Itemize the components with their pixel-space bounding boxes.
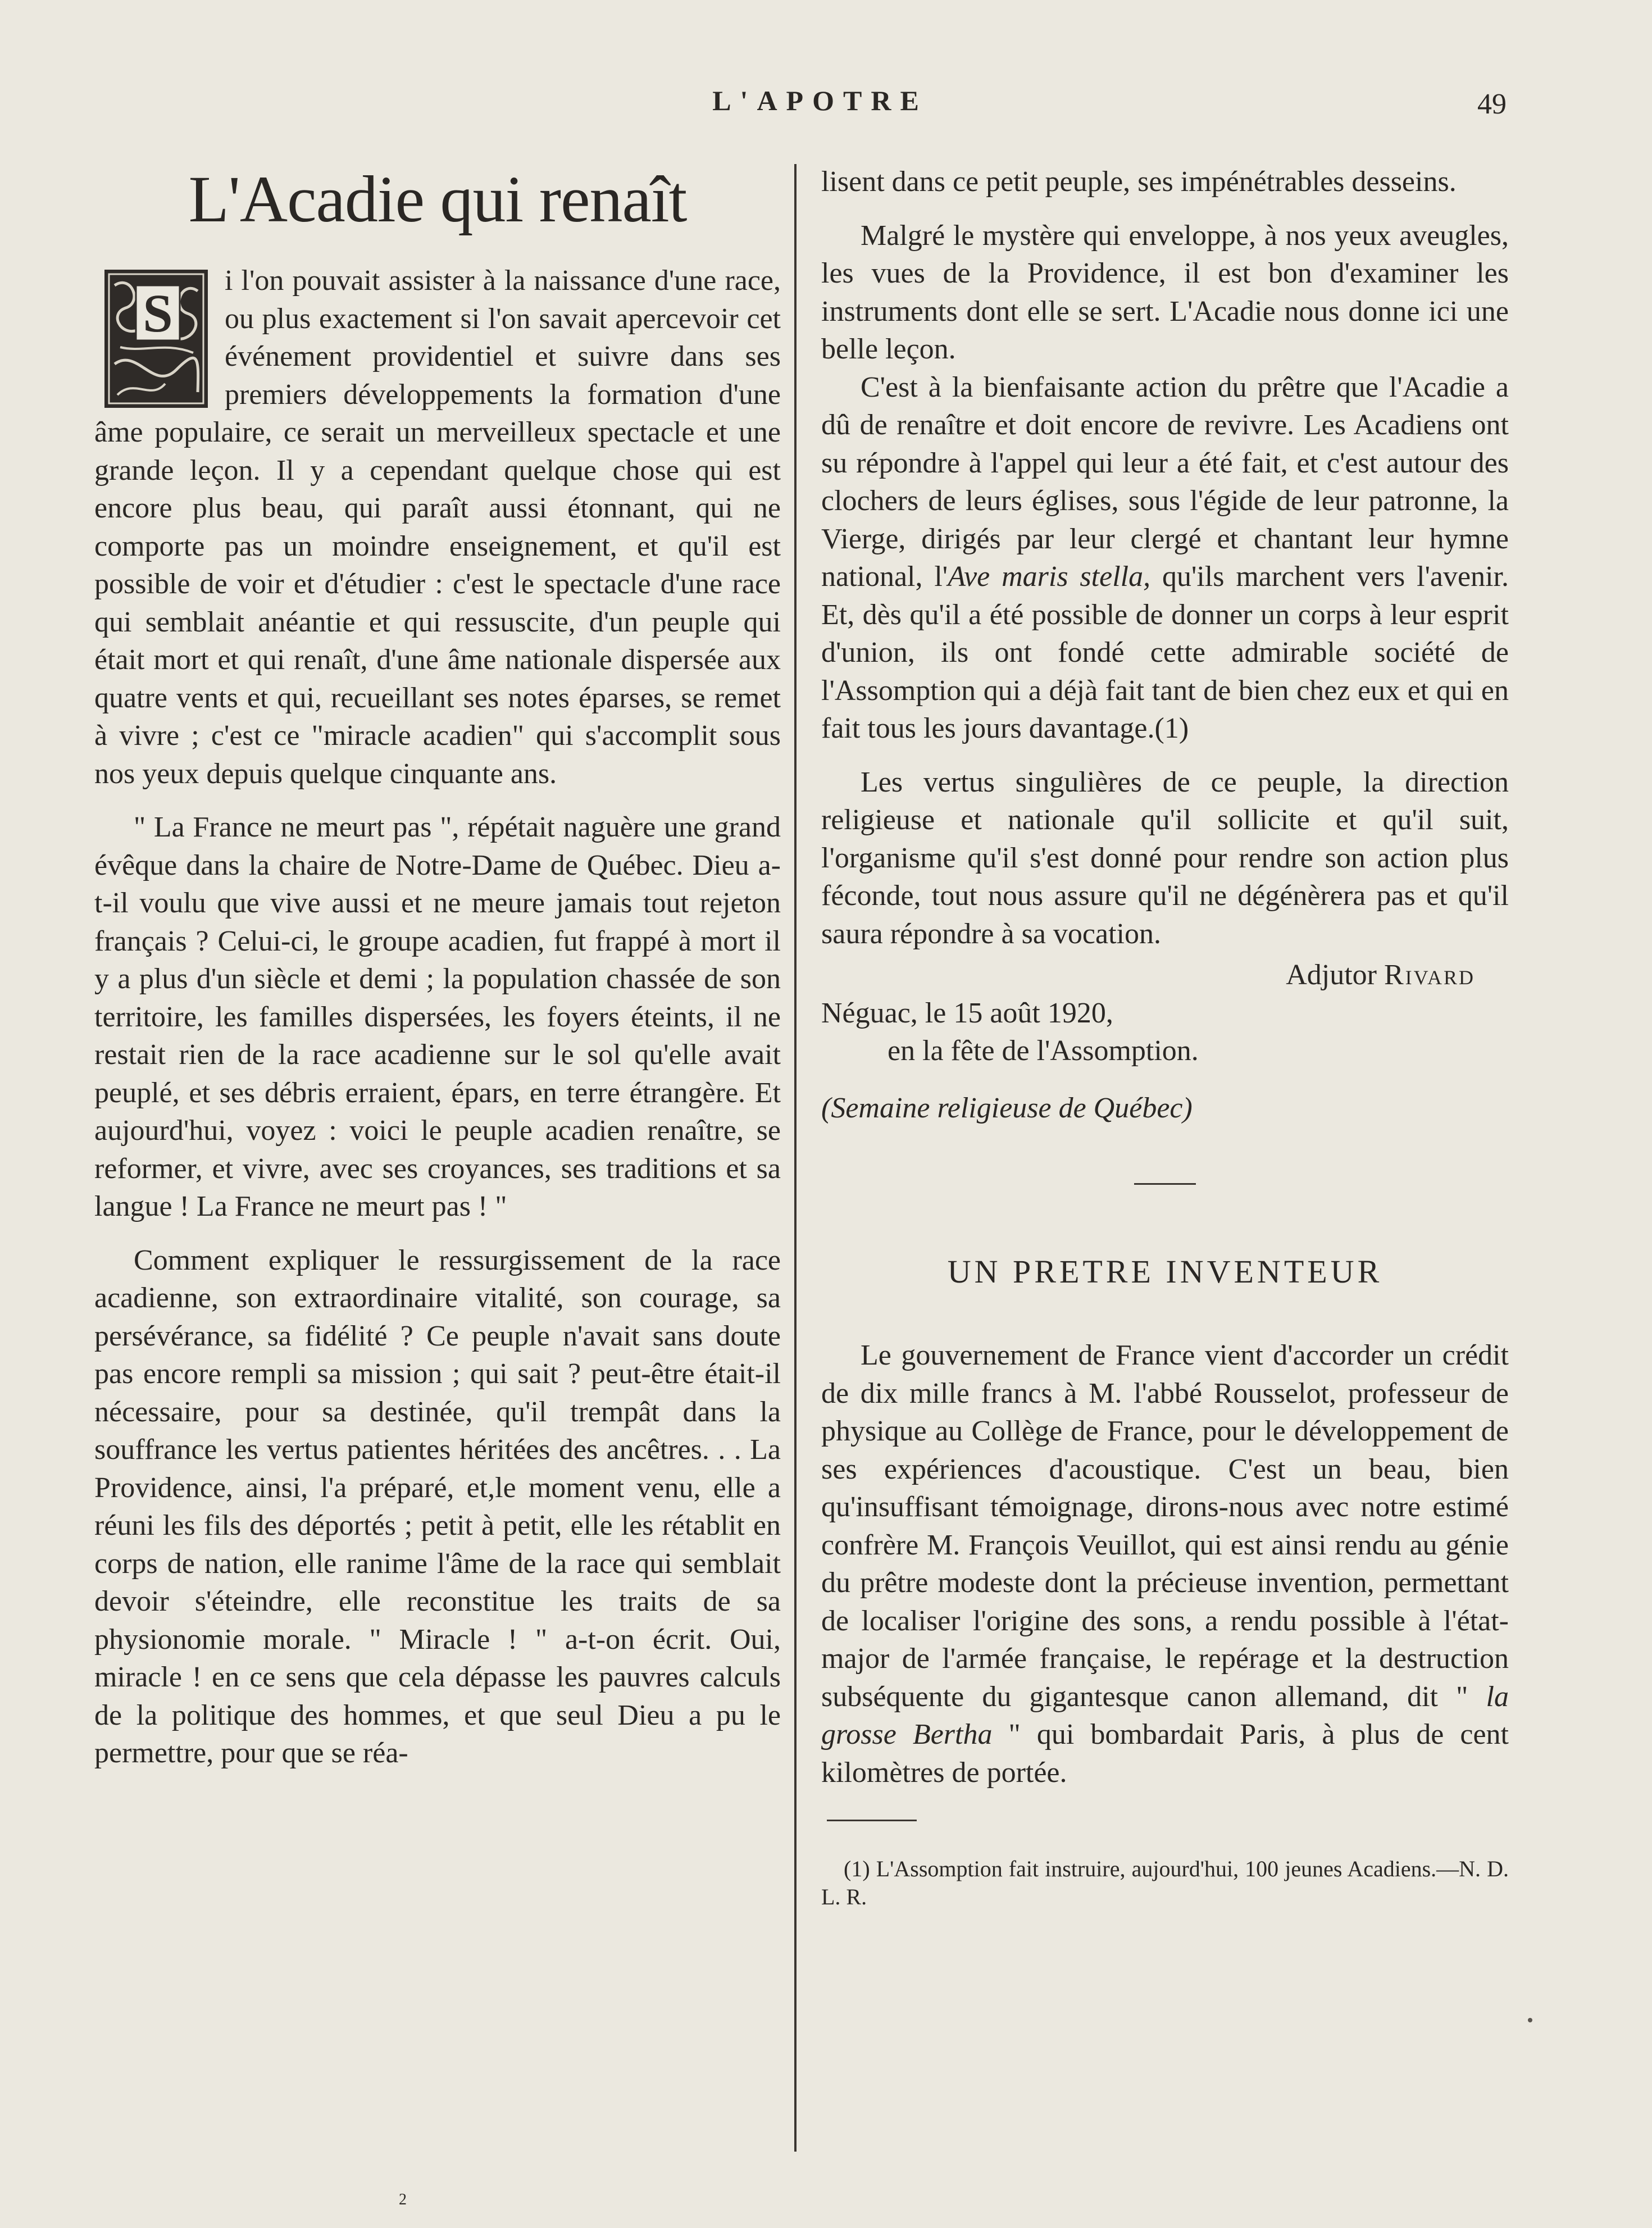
- left-column: [94, 163, 781, 1772]
- dateline: Néguac, le 15 août 1920,: [821, 997, 1113, 1029]
- column-divider: [794, 164, 797, 2152]
- right-column: [821, 163, 1509, 1911]
- second-article-paragraph: [821, 1336, 1509, 1792]
- second-article-text: Le gouvernement de France vient d'accorder un crédit de dix mille francs à M. l'abbé Rousselot, professeur de physique au Collège de France, pour le développement de ses expériences d'acoustique. C'est un beau, bien qu'insuffisant témoignage, dirons-nous avec notre estimé confrère M. François Veuillot, qui est ainsi rendu au génie du prêtre modeste dont la précieuse invention, permettant de localiser l'origine des sons, a rendu possible à l'état-major de l'armée française, le repérage et la destruction subséquente du gigantesque canon allemand, dit ": [821, 1339, 1509, 1713]
- second-article-heading: UN PRETRE INVENTEUR: [947, 1253, 1383, 1290]
- print-speck: [1528, 2018, 1532, 2022]
- hymn-title: Ave maris stella,: [948, 561, 1151, 593]
- article-continuation: lisent dans ce petit peuple, ses impénétrables desseins.: [821, 166, 1457, 198]
- ornamental-drop-cap: [103, 269, 209, 409]
- author-signature: [821, 956, 1509, 994]
- article-paragraph-6: Les vertus singulières de ce peuple, la direction religieuse et nationale qu'il sollicite et qu'il suit, l'organisme qu'il s'est donné pour rendre son action plus féconde, tout nous assure qu'il ne dégénèrera pas et qu'il saura répondre à sa vocation.: [821, 766, 1509, 950]
- dateline-occasion: en la fête de l'Assomption.: [888, 1035, 1199, 1067]
- running-head: L'APOTRE: [712, 85, 928, 116]
- drop-cap-letter: S: [143, 283, 173, 343]
- article-paragraph-4: Malgré le mystère qui enveloppe, à nos yeux aveugles, les vues de la Providence, il est bon d'examiner les instruments dont elle se sert. L'Acadie nous donne ici une belle leçon.: [821, 219, 1509, 365]
- article-title: L'Acadie qui renaît: [188, 162, 687, 236]
- signature-mark: 2: [399, 2191, 407, 2208]
- article-paragraph-1: [94, 262, 781, 793]
- paragraph-5-text: C'est à la bienfaisante action du prêtre que l'Acadie a dû de renaître et doit encore de revivre. Les Acadiens ont su répondre à l'appel qui leur a été fait, et c'est autour des clochers de leurs églises, sous l'égide de leur patronne, la Vierge, dirigés par leur clergé et chantant leur hymne national, l': [821, 371, 1509, 593]
- nickname-italic: la grosse Bertha: [821, 1680, 1509, 1750]
- signature-first-name: Adjutor: [1286, 959, 1377, 991]
- drop-cap-ornament: [103, 269, 209, 409]
- article-paragraph-5: [821, 369, 1509, 748]
- article-paragraph-2: " La France ne meurt pas ", répétait naguère une grand évêque dans la chaire de Notre-Dame de Québec. Dieu a-t-il voulu que vive aussi et ne meure jamais tout rejeton français ? Celui-ci, le groupe acadien, fut frappé à mort il y a plus d'un siècle et demi ; la population chassée de son territoire, les familles dispersées, les foyers éteints, il ne restait rien de la race acadienne sur le sol qu'elle avait peuplé, et ses débris erraient, épars, en terre étrangère. Et aujourd'hui, voyez : voici le peuple acadien renaître, se reformer, et vivre, avec ses croyances, ses traditions et sa langue ! La France ne meurt pas ! ": [94, 811, 781, 1222]
- paragraph-5-text-end: qu'ils marchent vers l'avenir. Et, dès qu'il a été possible de donner un corps à leur esprit d'union, ils ont fondé cette admirable société de l'Assomption qui a déjà fait tant de bien chez eux et qui en fait tous les jours davantage.(1): [821, 561, 1509, 744]
- article-paragraph-1-text: i l'on pouvait assister à la naissance d'une race, ou plus exactement si l'on savait apercevoir cet événement providentiel et suivre dans ses premiers développements la formation d'une âme populaire, ce serait un merveilleux spectacle et une grande leçon. Il y a cependant quelque chose qui est encore plus beau, qui paraît aussi étonnant, qui ne comporte pas un moindre enseignement, et qu'il est possible de voir et d'étudier : c'est le spectacle d'une race qui semblait anéantie et qui ressuscite, d'un peuple qui était mort et qui renaît, d'une âme nationale dispersée aux quatre vents et qui, recueillant ses notes éparses, se remet à vivre ; c'est ce "miracle acadien" qui s'accomplit sous nos yeux depuis quelque cinquante ans.: [94, 265, 781, 790]
- section-separator: [1134, 1183, 1196, 1185]
- signature-last-name: Rivard: [1384, 959, 1475, 991]
- footnote: (1) L'Assomption fait instruire, aujourd'hui, 100 jeunes Acadiens.—N. D. L. R.: [821, 1856, 1509, 1909]
- page-number: 49: [1477, 88, 1507, 120]
- article-paragraph-3: Comment expliquer le ressurgissement de la race acadienne, son extraordinaire vitalité, son courage, sa persévérance, sa fidélité ? Ce peuple n'avait sans doute pas encore rempli sa mission ; qui sait ? peut-être était-il nécessaire, pour sa destinée, qu'il trempât dans la souffrance les vertus patientes héritées des ancêtres. . . La Providence, ainsi, l'a préparé, et,le moment venu, elle a réuni les fils des déportés ; petit à petit, elle les rétablit en corps de nation, elle ranime l'âme de la race qui semblait devoir s'éteindre, elle reconstitue les traits de sa physionomie morale. " Miracle ! " a-t-on écrit. Oui, miracle ! en ce sens que cela dépasse les pauvres calculs de la politique des hommes, et que seul Dieu a pu le permettre, pour que se réa-: [94, 1244, 781, 1769]
- footnote-rule: [827, 1820, 917, 1821]
- second-article-text-end: " qui bombardait Paris, à plus de cent kilomètres de portée.: [821, 1718, 1509, 1789]
- source-citation: (Semaine religieuse de Québec): [821, 1092, 1193, 1124]
